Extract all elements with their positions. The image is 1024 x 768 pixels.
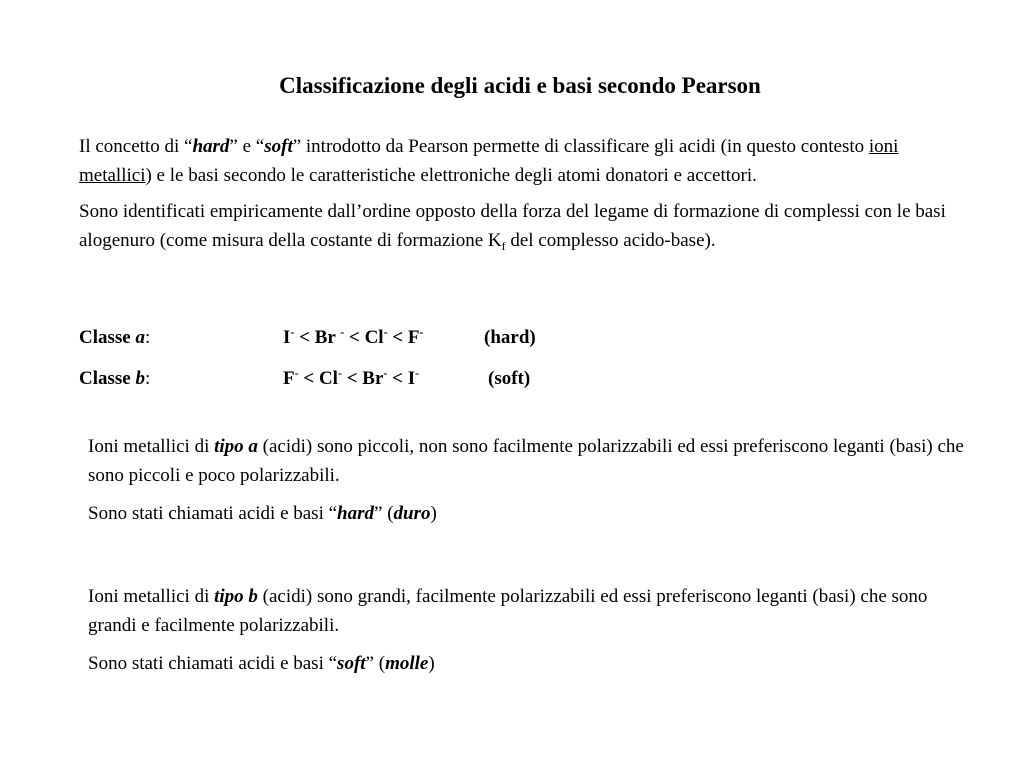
class-b-type: (soft) bbox=[488, 367, 531, 389]
tipo-a-section bbox=[88, 433, 968, 529]
ion: F bbox=[407, 327, 420, 348]
intro-text-1: Il concetto di “ bbox=[79, 136, 193, 157]
intro-text-4: ) e le basi secondo le caratteristiche elettroniche degli atomi donatori e accettori. bbox=[145, 164, 757, 186]
ion: I bbox=[407, 367, 416, 389]
class-b-series bbox=[283, 365, 419, 394]
empirical-text-1: Sono identificati empiricamente dall’ordine opposto della forza del legame di formazione di complessi con le basi alogenuro (come misura della costante di formazione K bbox=[79, 201, 946, 251]
empirical-text-2: del complesso acido-base). bbox=[505, 229, 716, 251]
ion: Cl bbox=[318, 367, 338, 389]
ion-charge: - bbox=[383, 365, 388, 380]
ion: Br bbox=[314, 327, 341, 348]
ion-charge: - bbox=[337, 365, 342, 380]
class-a-series bbox=[283, 324, 424, 353]
ion-charge: - bbox=[383, 325, 388, 339]
intro-paragraph-hard-soft bbox=[79, 133, 959, 190]
hard-term: hard bbox=[337, 503, 375, 524]
less-than-sign: < bbox=[387, 367, 408, 389]
class-a-row bbox=[79, 324, 679, 353]
ion-charge: - bbox=[294, 365, 299, 380]
class-b-row bbox=[79, 365, 679, 394]
less-than-sign: < bbox=[387, 327, 408, 348]
ion-charge: - bbox=[415, 365, 420, 380]
class-a-type: (hard) bbox=[484, 327, 536, 348]
duro-term: duro bbox=[393, 503, 431, 524]
tipo-b-naming: Sono stati chiamati acidi e basi “soft” (molle) bbox=[88, 653, 435, 674]
tipo-b-description: Ioni metallici di tipo b (acidi) sono grandi, facilmente polarizzabili ed essi preferiscono leganti (basi) che sono grandi e facilmente polarizzabili. bbox=[88, 586, 928, 636]
class-b-letter: b bbox=[135, 367, 145, 389]
class-b-label: Classe b: bbox=[79, 367, 151, 389]
tipo-a-description: Ioni metallici di tipo a (acidi) sono piccoli, non sono facilmente polarizzabili ed essi preferiscono leganti (basi) che sono piccoli e poco polarizzabili. bbox=[88, 436, 964, 486]
molle-term: molle bbox=[385, 653, 429, 674]
less-than-sign: < bbox=[341, 367, 363, 389]
ioni-metallici-link[interactable]: ioni metallici bbox=[79, 136, 899, 186]
class-a-letter: a bbox=[135, 327, 145, 348]
tipo-a-term: tipo a bbox=[214, 436, 258, 457]
soft-term: soft bbox=[264, 136, 293, 157]
soft-term: soft bbox=[337, 653, 366, 674]
ion: I bbox=[283, 327, 291, 348]
slide-title: Classificazione degli acidi e basi secondo Pearson bbox=[279, 73, 761, 98]
ion: F bbox=[283, 367, 295, 389]
intro-text-2: ” e “ bbox=[229, 136, 265, 157]
ion: Br bbox=[362, 367, 384, 389]
ion-charge: - bbox=[419, 325, 424, 339]
ion: Cl bbox=[364, 327, 384, 348]
formation-constant-subscript: f bbox=[501, 238, 506, 253]
ion-charge: - bbox=[340, 325, 345, 339]
intro-paragraph-empirical bbox=[79, 198, 959, 255]
less-than-sign: < bbox=[298, 367, 319, 389]
ion-charge: - bbox=[290, 325, 295, 339]
tipo-b-term: tipo b bbox=[214, 586, 258, 607]
class-a-label: Classe a: bbox=[79, 327, 151, 348]
tipo-a-naming: Sono stati chiamati acidi e basi “hard” (duro) bbox=[88, 503, 437, 524]
classes-section bbox=[79, 324, 679, 393]
hard-term: hard bbox=[192, 136, 230, 157]
class-a-colon: : bbox=[144, 327, 151, 348]
class-b-colon: : bbox=[144, 367, 151, 389]
intro-section bbox=[79, 133, 959, 255]
less-than-sign: < bbox=[294, 327, 315, 348]
tipo-b-section bbox=[88, 583, 968, 679]
intro-text-3: ” introdotto da Pearson permette di classificare gli acidi (in questo contesto bbox=[292, 136, 869, 157]
less-than-sign: < bbox=[344, 327, 365, 348]
